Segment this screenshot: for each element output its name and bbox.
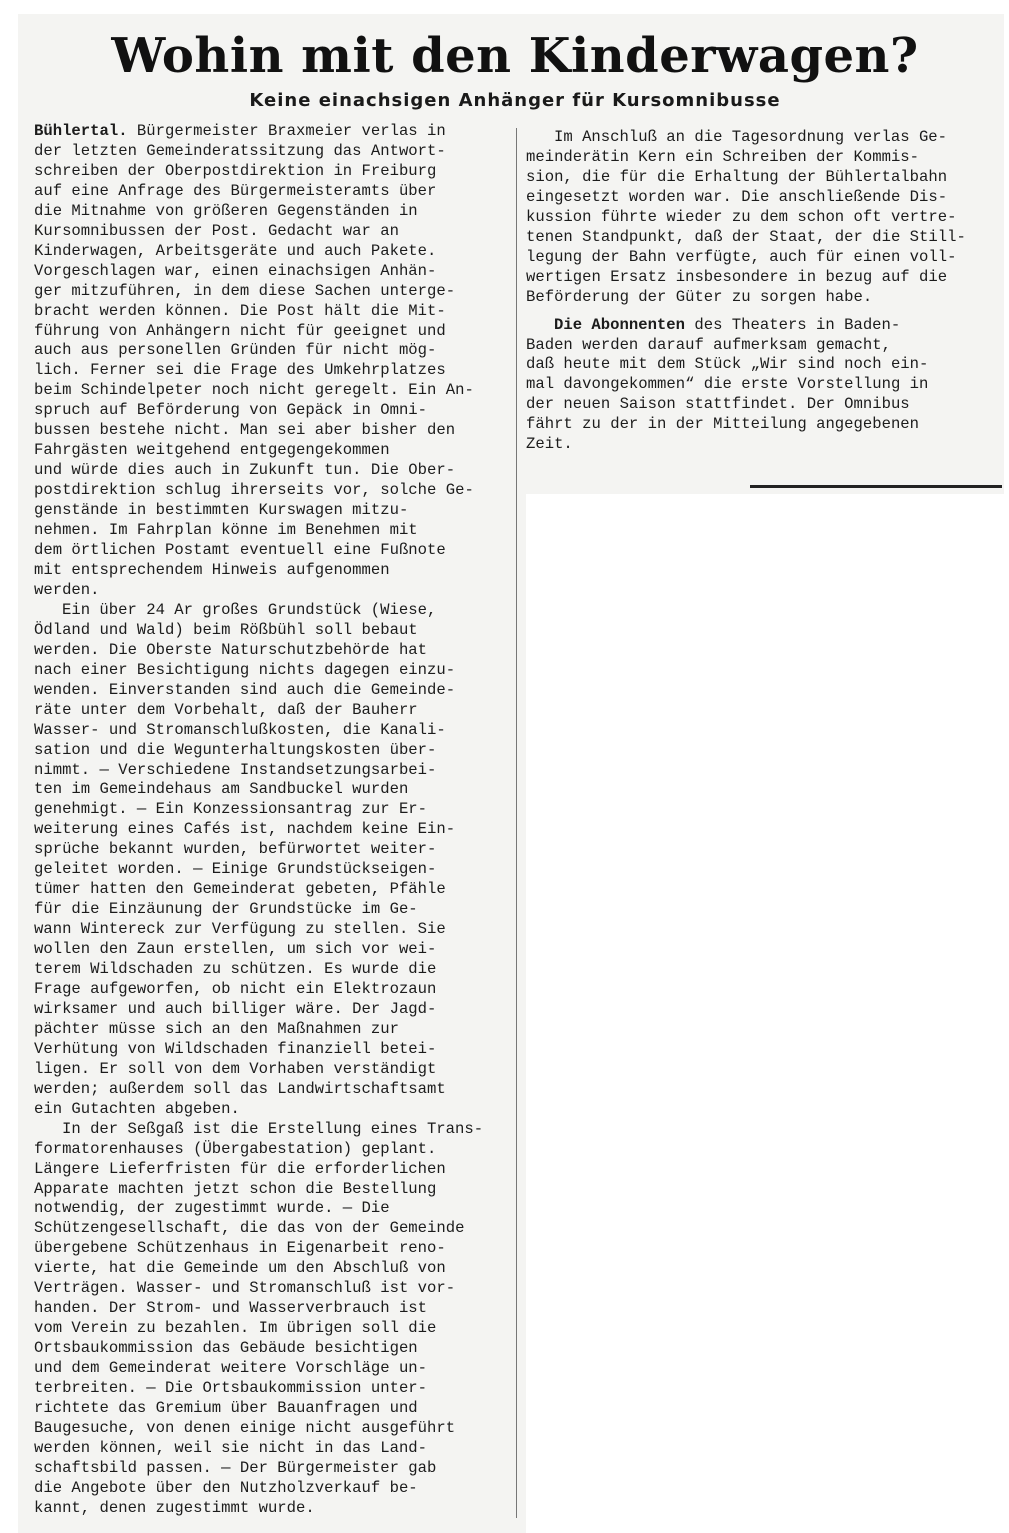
left-paragraph-1 xyxy=(34,122,510,601)
subheadline: Keine einachsigen Anhänger für Kursomnibusse xyxy=(249,90,781,111)
blank-area xyxy=(526,494,1009,1533)
right-paragraph-1: Im Anschluß an die Tagesordnung verlas Ge- meinderätin Kern ein Schreiben der Kommis- sion, die für die Erhaltung der Bühlertalbahn eingesetzt worden war. Die anschließende Dis- kussion führte wieder zu dem schon oft vertre- tenen Standpunkt, daß der Staat, der die Still- legung der Bahn verfügte, auch für einen voll- wertigen Ersatz insbesondere in bezug auf die Beförderung der Güter zu sorgen habe. xyxy=(526,128,966,306)
left-paragraph-3: In der Seßgaß ist die Erstellung eines Trans- formatorenhauses (Übergabestation) geplant. Längere Lieferfristen für die erforderlichen Apparate machten jetzt schon die Bestellung notwendig, der zugestimmt wurde. — Die Schützengesellschaft, die das von der Gemeinde übergebene Schützenhaus in Eigenarbeit reno- vierte, hat die Gemeinde um den Abschluß von Verträgen. Wasser- und Stromanschluß ist vor- handen. Der Strom- und Wasserverbrauch ist vom Verein zu bezahlen. Im übrigen soll die Ortsbaukommission das Gebäude besichtigen und dem Gemeinderat weitere Vorschläge un- terbreiten. — Die Ortsbaukommission unter- richtete das Gremium über Bauanfragen und Baugesuche, von denen einige nicht ausgeführt werden können, weil sie nicht in das Land- schaftsbild passen. — Der Bürgermeister gab die Angebote über den Nutzholzverkauf be- kannt, denen zugestimmt wurde. xyxy=(34,1119,484,1517)
end-rule xyxy=(750,485,1002,488)
right-paragraph-2-text: des Theaters in Baden- Baden werden darauf aufmerksam gemacht, daß heute mit dem Stück „Wir sind noch ein- mal davongekommen“ die erste Vorstellung in der neuen Saison stattfindet. Der Omnibus fährt zu der in der Mitteilung angegebenen Zeit. xyxy=(526,315,929,454)
dateline-place: Bühlertal. xyxy=(34,122,128,140)
right-paragraph-2 xyxy=(526,316,996,456)
headline: Wohin mit den Kinderwagen? xyxy=(111,28,919,84)
right-paragraph-2-lead: Die Abonnenten xyxy=(554,315,686,334)
right-column xyxy=(526,128,996,455)
left-paragraph-1-text: Bürgermeister Braxmeier verlas in der letzten Gemeinderatssitzung das Antwort- schreiben der Oberpostdirektion in Freiburg auf eine Anfrage des Bürgermeisteramts über die Mitnahme von größeren Gegenständen in Kursomnibussen der Post. Gedacht war an Kinderwagen, Arbeitsgeräte und auch Pakete. Vorgeschlagen war, einen einachsigen Anhän- ger mitzuführen, in dem diese Sachen unterge- bracht werden können. Die Post hält die Mit- führung von Anhängern nicht für geeignet und auch aus personellen Gründen für nicht mög- lich. Ferner sei die Frage des Umkehrplatzes beim Schindelpeter noch nicht geregelt. Ein An- spruch auf Beförderung von Gepäck in Omni- bussen bestehe nicht. Man sei aber bisher den Fahrgästen weitgehend entgegengekommen und würde dies auch in Zukunft tun. Die Ober- postdirektion schlug ihrerseits vor, solche Ge- genstände in bestimmten Kurswagen mitzu- nehmen. Im Fahrplan könne im Benehmen mit dem örtlichen Postamt eventuell eine Fußnote mit entsprechendem Hinweis aufgenommen werden. xyxy=(34,122,474,599)
left-column xyxy=(34,122,510,1519)
column-divider xyxy=(516,128,517,1518)
left-paragraph-2: Ein über 24 Ar großes Grundstück (Wiese, Ödland und Wald) beim Rößbühl soll bebaut werden. Die Oberste Naturschutzbehörde hat nach einer Besichtigung nichts dagegen einzu- wenden. Einverstanden sind auch die Gemeinde- räte unter dem Vorbehalt, daß der Bauherr Wasser- und Stromanschlußkosten, die Kanali- sation und die Wegunterhaltungskosten über- nimmt. — Verschiedene Instandsetzungsarbei- ten im Gemeindehaus am Sandbuckel wurden genehmigt. — Ein Konzessionsantrag zur Er- weiterung eines Cafés ist, nachdem keine Ein- sprüche bekannt wurden, befürwortet weiter- geleitet worden. — Einige Grundstückseigen- tümer hatten den Gemeinderat gebeten, Pfähle für die Einzäunung der Grundstücke im Ge- wann Wintereck zur Verfügung zu stellen. Sie wollen den Zaun erstellen, um sich vor wei- terem Wildschaden zu schützen. Es wurde die Frage aufgeworfen, ob nicht ein Elektrozaun wirksamer und auch billiger wäre. Der Jagd- pächter müsse sich an den Maßnahmen zur Verhütung von Wildschaden finanziell betei- ligen. Er soll von dem Vorhaben verständigt werden; außerdem soll das Landwirtschaftsamt ein Gutachten abgeben. xyxy=(34,600,456,1118)
